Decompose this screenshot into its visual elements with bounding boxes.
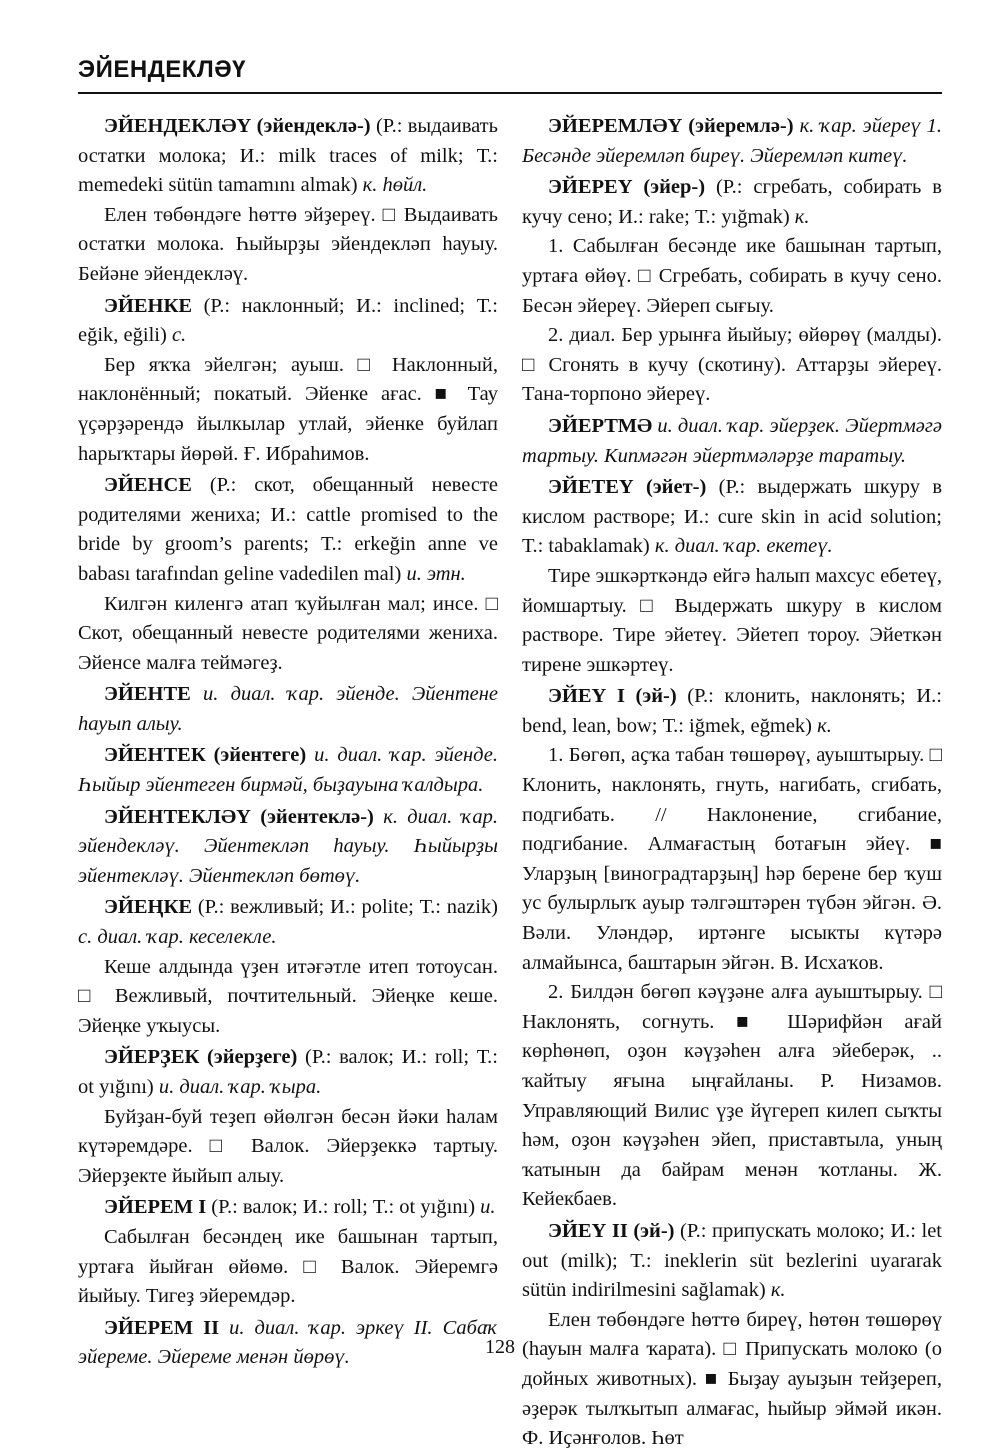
entry-translations: (Р.: валок; И.: roll; Т.: ot yığını) <box>78 1046 499 1098</box>
entry-headword: ЭЙЕНСЕ <box>104 474 192 497</box>
entry <box>78 741 498 800</box>
entry-grammar: и. диал. ҡар. эйерҙек. Эйертмәгә тартыу. Кипмәгән эйертмәләрҙе таратыу. <box>522 414 942 467</box>
entry-definition: Сабылған бесәндең ике башынан тартып, уртаға йыйған өйөмө. □ Валок. Эйеремгә йыйыу. Тигеҙ эйеремдәр. <box>78 1225 498 1308</box>
entry <box>78 292 498 351</box>
entry-definition: Буйҙан-буй теҙеп өйөлгән бесән йәки һалам күтәремдәре. □ Валок. Эйерҙеккә тартыу. Эйерҙекте йыйып алыу. <box>78 1105 498 1187</box>
entry <box>522 682 942 741</box>
entry-translations: (Р.: валок; И.: roll; Т.: ot yığını) <box>206 1196 481 1219</box>
entry-headword: ЭЙЕРТМӘ <box>548 414 653 437</box>
entry-translations: (Р.: выдаивать остатки молока; И.: milk traces of milk; Т.: memedeki sütün tamamını almak) <box>78 115 498 197</box>
entry-grammar: к. <box>770 1279 786 1302</box>
entry-headword: ЭЙЕНДЕКЛӘҮ (эйендеклә-) <box>104 115 371 137</box>
entry-grammar: с. диал. ҡар. кеселекле. <box>78 926 277 949</box>
entry-grammar: к. диал. ҡар. эйендекләү. Эйентекләп һауыу. Һыйырҙы эйентекләү. Эйентекләп бөтөү. <box>78 805 498 887</box>
header-rule <box>78 92 942 94</box>
entry-grammar: и. <box>480 1196 496 1219</box>
entry-grammar: и. диал. ҡар. эйенде. Эйентене һауып алыу. <box>78 683 499 735</box>
entry-headword: ЭЙЕРЕМЛӘҮ (эйеремлә-) <box>548 115 794 137</box>
entry-definition: Бер яҡҡа эйелгән; ауыш. □ Наклонный, наклонённый; покатый. Эйенке ағас. ■ Тау үҫәрҙәрендә йылкылар утлай, эйенке буйлап һарыҡтары йөрөй. Ғ. Ибраһимов. <box>78 353 498 465</box>
entry-headword: ЭЙЕҢКЕ <box>104 896 193 919</box>
entry-grammar: к. <box>794 205 810 228</box>
entry-headword: ЭЙЕТЕҮ (эйет-) <box>548 476 707 499</box>
entry-grammar: с. <box>171 324 187 347</box>
entry-headword: ЭЙЕРЕМ II <box>104 1316 220 1339</box>
entry-grammar: и. диал. ҡар. ҡыра. <box>158 1076 322 1098</box>
entry-translations: (Р.: скот, обещанный невесте родителями жениха; И.: cattle promised to the bride by groom’s parents; Т.: erkeğin anne ve babası tarafından geline vadedilen mal) <box>78 474 498 585</box>
entry-grammar: к. һөйл. <box>362 174 428 197</box>
entry-grammar: и. диал. ҡар. эркеү II. Сабаҡ эйереме. Эйереме менән йөрөү. <box>78 1316 498 1369</box>
entry <box>78 1193 498 1223</box>
entry-definition: Килгән киленгә атап ҡуйылған мал; инсе. □ Скот, обещанный невесте родителями жениха. Эйенсе малға теймәгеҙ. <box>78 592 498 674</box>
entry-headword: ЭЙЕНТЕ <box>104 683 191 706</box>
entry <box>522 173 942 232</box>
entry-sense: 2. Билдән бөгөп кәүҙәне алға ауыштырыу. □ Наклонять, согнуть. ■ Шәрифйән ағай көрһөнөп, оҙон кәүҙәһен алға эйеберәк, .. ҡайтыу яғына ыңғайланы. Р. Низамов. Управляющий Вилис үҙе йүгереп килеп сыҡты һәм, оҙон кәүҙәһен эйеп, приставтыла, уның ҡатынын да байрам менән ҡотланы. Ж. Кейекбаев. <box>522 981 942 1211</box>
entry <box>78 803 498 892</box>
entry <box>78 471 498 589</box>
entry-sense: 1. Бөгөп, аҫҡа табан төшөрөү, ауыштырыу. □ Клонить, наклонять, гнуть, нагибать, сгибать, подгибать. // Наклонение, сгибание, подгибание. Алмағастың ботағын эйеү. ■ Уларҙың [виноградтарҙың] һәр берене бер ҡуш ус булырлыҡ ауыр тәлгәштәрен түбән эйгән. Ә. Вәли. Уләндәр, иртәнге ысыкты күтәрә алмайынса, баштарын эйгән. В. Исхаҡов. <box>522 744 942 974</box>
entry-definition: Елен төбөндәге һөттө биреү, һөтөн төшөрөү (һауын малға ҡарата). □ Припускать молоко (о дойных животных). ■ Быҙау ауыҙын тейҙереп, әҙерәк тылҡытып алмағас, һыйыр эймәй икән. Ф. Иҫәнғолов. Һөт <box>522 1308 942 1450</box>
entry-translations: (Р.: наклонный; И.: inclined; Т.: eğik, eğili) <box>78 294 498 347</box>
entry-translations: (Р.: припускать молоко; И.: let out (milk); Т.: ineklerin süt bezlerini uyararak sütün indirilmesini sağlamak) <box>522 1219 942 1302</box>
entry-grammar: и. диал. ҡар. эйенде. Һыйыр эйентеген бирмәй, быҙауына ҡалдыра. <box>78 744 498 797</box>
entry-translations: (Р.: клонить, наклонять; И.: bend, lean, bow; Т.: iğmek, eğmek) <box>522 685 942 737</box>
entry <box>522 412 942 471</box>
left-column <box>78 112 498 1373</box>
entry-sense: 2. диал. Бер урынға йыйыу; өйөрөү (малды). □ Сгонять в кучу (скотину). Аттарҙы эйереү. Тана-торпоно эйереү. <box>522 324 942 406</box>
entry <box>78 112 498 201</box>
entry-definition: Кеше алдында үҙен итәғәтле итеп тотоусан. □ Вежливый, почтительный. Эйеңке кеше. Эйеңке уҡыусы. <box>78 955 498 1037</box>
entry-grammar: к. диал. ҡар. екетеү. <box>654 535 833 558</box>
entry <box>78 680 498 739</box>
entry <box>522 112 942 171</box>
entry <box>78 1043 498 1102</box>
entry-headword: ЭЙЕРЕМ I <box>104 1196 207 1219</box>
entry-grammar: к. <box>817 714 832 737</box>
entry-grammar: и. этн. <box>406 562 466 585</box>
entry-translations: (Р.: выдержать шкуру в кислом растворе; И.: cure skin in acid solution; Т.: tabaklamak) <box>522 476 942 558</box>
entry-headword: ЭЙЕҮ I (эй-) <box>548 685 677 708</box>
page-number: 128 <box>485 1336 515 1358</box>
entry-definition: Елен төбөндәге һөттө эйҙереү. □ Выдаивать остатки молока. Һыйырҙы эйендекләп һауыу. Бейәне эйендекләү. <box>78 203 498 285</box>
entry <box>522 1217 942 1306</box>
entry <box>522 473 942 562</box>
right-column <box>522 112 942 1454</box>
entry-sense: 1. Сабылған бесәнде ике башынан тартып, уртаға өйөү. □ Сгребать, собирать в кучу сено. Бесән эйереү. Эйереп сығыу. <box>522 235 942 317</box>
entry-grammar: к. ҡар. эйереү 1. Бесәнде эйеремләп биреү. Эйеремләп китеү. <box>522 115 943 167</box>
running-head: ЭЙЕНДЕКЛӘҮ <box>78 56 247 83</box>
entry-headword: ЭЙЕНТЕКЛӘҮ (эйентеклә-) <box>104 805 374 828</box>
entry-headword: ЭЙЕНТЕК (эйентеге) <box>104 744 307 767</box>
entry-translations: (Р.: сгребать, собирать в кучу сено; И.: rake; Т.: yığmak) <box>522 176 942 228</box>
entry <box>78 893 498 952</box>
entry-definition: Тире эшкәрткәндә ейгә һалып махсус ебетеү, йомшартыу. □ Выдержать шкуру в кислом растворе. Тире эйетеү. Эйетеп тороу. Эйеткән тирене эшкәртеү. <box>522 564 942 676</box>
entry-headword: ЭЙЕҮ II (эй-) <box>548 1219 675 1242</box>
entry-headword: ЭЙЕРЕҮ (эйер-) <box>548 176 706 199</box>
entry-headword: ЭЙЕНКЕ <box>104 294 193 317</box>
entry-translations: (Р.: вежливый; И.: polite; Т.: nazik) <box>192 896 498 919</box>
entry-headword: ЭЙЕРҘЕК (эйерҙеге) <box>104 1046 298 1069</box>
